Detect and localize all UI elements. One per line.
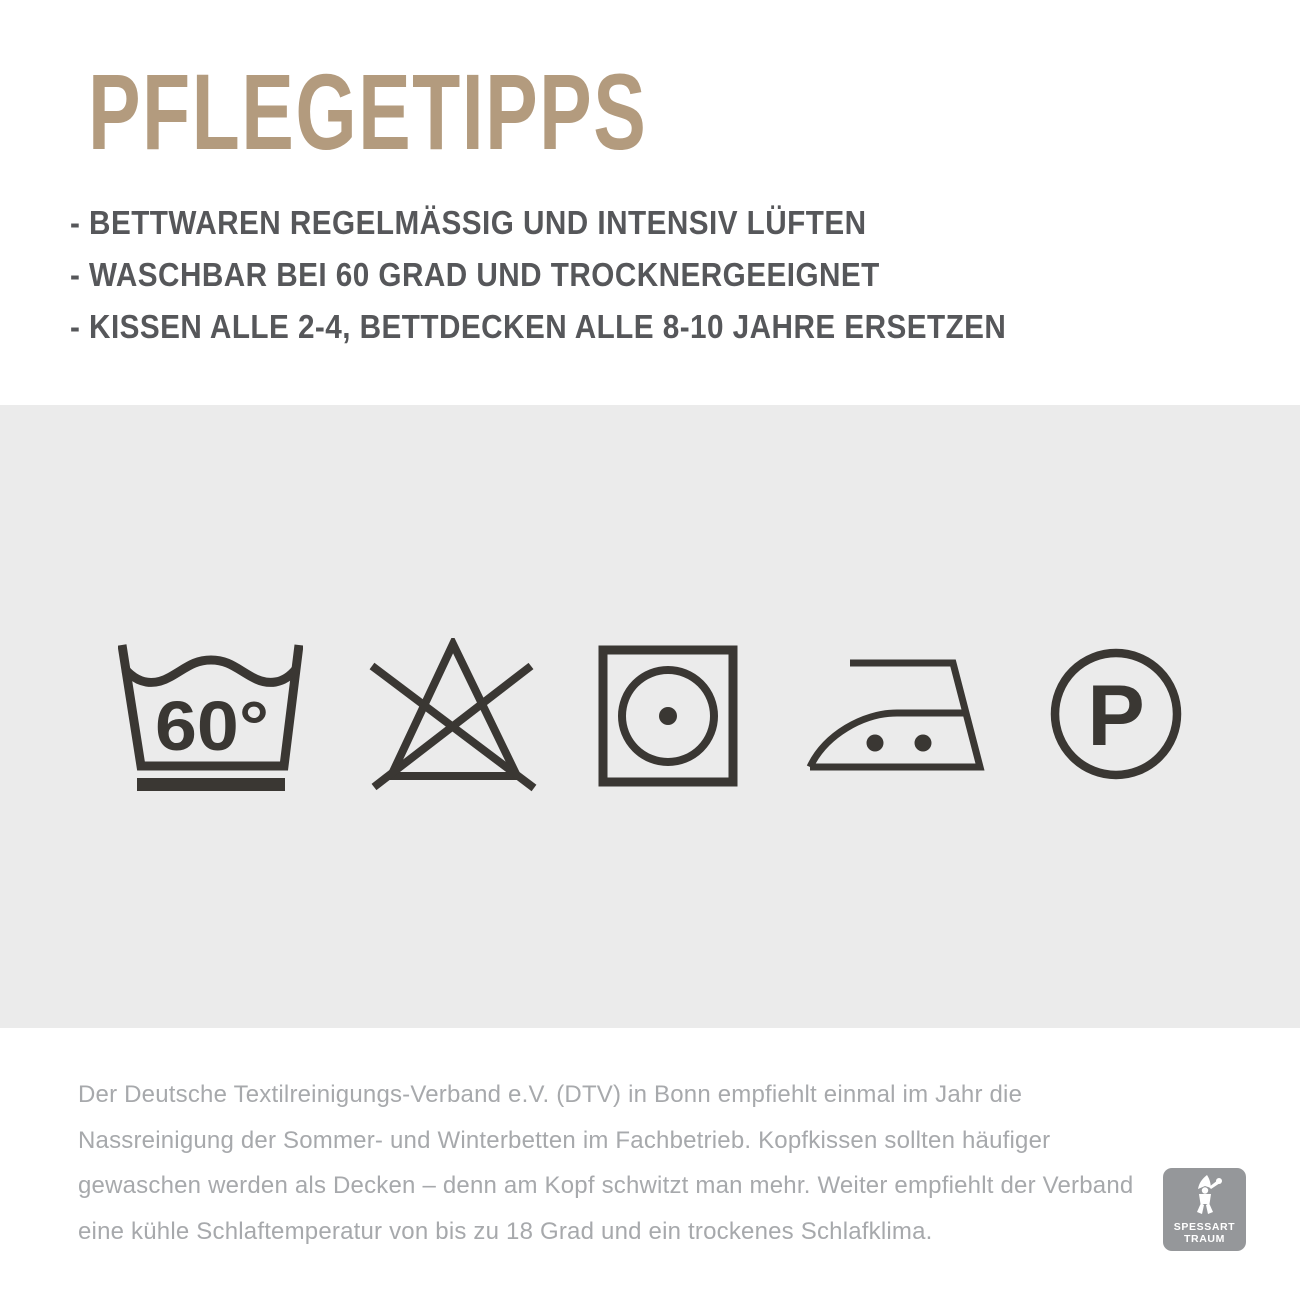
advisory-paragraph — [78, 1072, 1133, 1254]
gnome-logo-icon — [1184, 1174, 1226, 1221]
professional-clean-label: P — [1087, 668, 1145, 764]
do-not-bleach-icon — [363, 638, 543, 793]
advisory-line: Der Deutsche Textilreinigungs-Verband e.V. (DTV) in Bonn empfiehlt einmal im Jahr die — [78, 1081, 1023, 1108]
tip-line: - WASCHBAR BEI 60 GRAD UND TROCKNERGEEIGNET — [70, 256, 880, 293]
advisory-line: Nassreinigung der Sommer- und Winterbetten im Fachbetrieb. Kopfkissen sollten häufiger — [78, 1126, 1051, 1154]
advisory-line: eine kühle Schlaftemperatur von bis zu 18 Grad und ein trockenes Schlafklima. — [78, 1217, 933, 1245]
brand-name-line: SPESSART — [1173, 1221, 1236, 1233]
page-title: PFLEGETIPPS — [88, 51, 648, 172]
tip-line: - KISSEN ALLE 2-4, BETTDECKEN ALLE 8-10 JAHRE ERSETZEN — [70, 308, 1007, 345]
brand-name-line: TRAUM — [1184, 1233, 1225, 1245]
care-tips-list — [70, 197, 1006, 353]
wash-temperature-label: 60° — [155, 687, 269, 765]
professional-cleaning-icon — [1048, 646, 1184, 782]
wash-60-degrees-mild-icon — [118, 636, 303, 798]
iron-medium-heat-icon — [795, 655, 985, 775]
tip-line: - BETTWAREN REGELMÄSSIG UND INTENSIV LÜFTEN — [70, 204, 867, 241]
advisory-line: gewaschen werden als Decken – denn am Kopf schwitzt man mehr. Weiter empfiehlt der Verband — [78, 1172, 1134, 1199]
tumble-dry-low-heat-icon — [598, 645, 738, 787]
brand-logo — [1163, 1168, 1246, 1251]
